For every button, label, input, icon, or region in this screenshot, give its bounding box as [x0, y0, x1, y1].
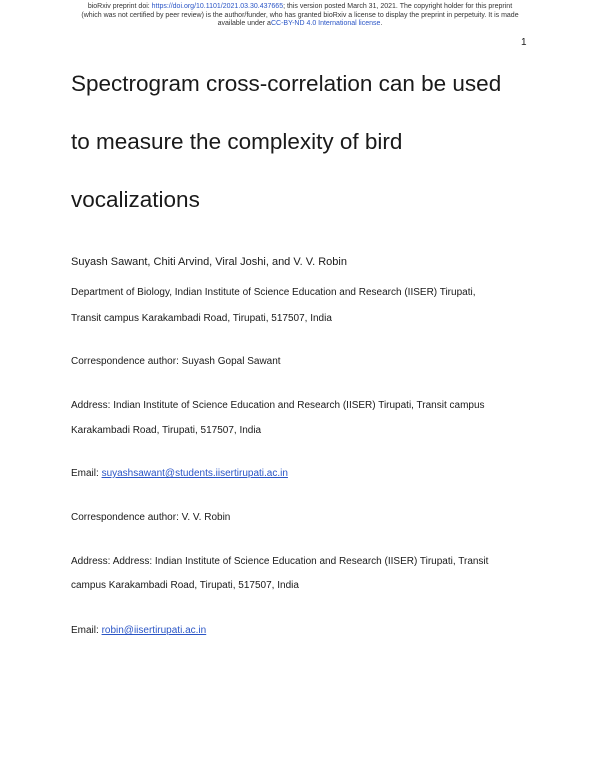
correspondence-author-2: Correspondence author: V. V. Robin: [71, 512, 231, 523]
title-line-2: to measure the complexity of bird: [71, 129, 403, 154]
address-1-line-2: Karakambadi Road, Tirupati, 517507, India: [71, 425, 262, 436]
preprint-notice-line-3: [0, 20, 600, 29]
license-suffix: .: [380, 20, 383, 27]
doi-prefix: bioRxiv preprint doi:: [87, 3, 152, 10]
title-line-3: vocalizations: [71, 187, 200, 212]
email-link-2[interactable]: robin@iisertirupati.ac.in: [101, 625, 207, 636]
email-label-1: Email:: [71, 468, 102, 479]
preprint-notice: [0, 3, 600, 29]
email-row-1: [71, 468, 288, 480]
email-row-2: [71, 625, 206, 637]
address-2-line-1: Address: Address: Indian Institute of Science Education and Research (IISER) Tirupati, Transit: [71, 556, 489, 567]
page-number: 1: [521, 37, 527, 48]
affiliation-line-1: Department of Biology, Indian Institute of Science Education and Research (IISER) Tirupati,: [71, 287, 476, 298]
preprint-notice-line-2: (which was not certified by peer review) is the author/funder, who has granted bioRxiv a license to display the preprint in perpetuity. It is made: [81, 11, 519, 19]
affiliation-line-2: Transit campus Karakambadi Road, Tirupati, 517507, India: [71, 313, 332, 324]
address-2-line-2: campus Karakambadi Road, Tirupati, 517507, India: [71, 580, 299, 591]
email-label-2: Email:: [71, 625, 102, 636]
preprint-notice-line-1: [0, 3, 600, 12]
license-link[interactable]: CC-BY-ND 4.0 International license: [270, 20, 381, 27]
doi-link[interactable]: https://doi.org/10.1101/2021.03.30.437665: [151, 3, 284, 10]
authors: Suyash Sawant, Chiti Arvind, Viral Joshi, and V. V. Robin: [71, 256, 347, 268]
email-link-1[interactable]: suyashsawant@students.iisertirupati.ac.in: [101, 468, 288, 479]
correspondence-author-1: Correspondence author: Suyash Gopal Sawant: [71, 356, 281, 367]
posting-info: ; this version posted March 31, 2021. The copyright holder for this preprint: [283, 3, 513, 10]
license-prefix: available under a: [217, 20, 271, 27]
title-line-1: Spectrogram cross-correlation can be used: [71, 71, 502, 96]
address-1-line-1: Address: Indian Institute of Science Education and Research (IISER) Tirupati, Transit campus: [71, 400, 485, 411]
